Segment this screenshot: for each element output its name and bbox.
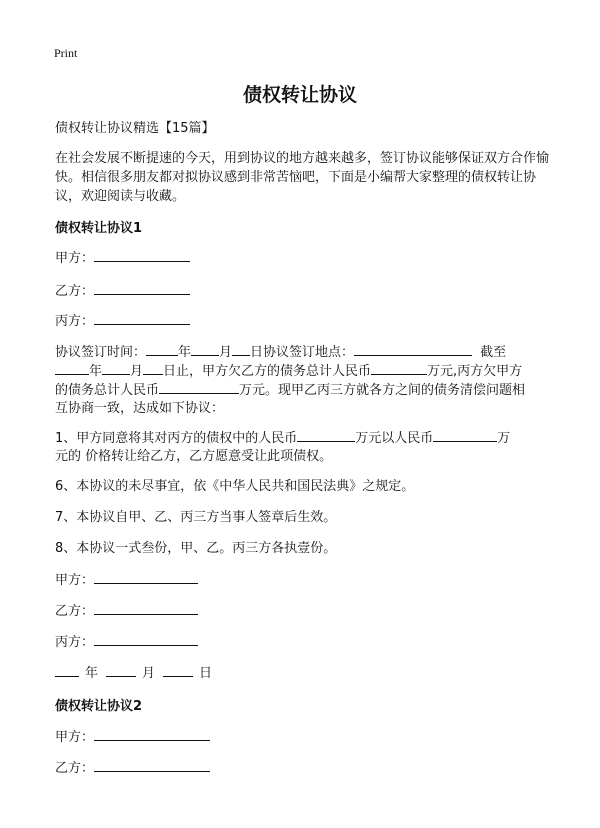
party-b-row (55, 281, 190, 301)
sig-day-label: 日 (199, 666, 213, 681)
party-a-label: 甲方： (55, 251, 95, 266)
clause1-text-c: 万 (497, 431, 511, 446)
until-day-blank (143, 361, 163, 375)
agreement-lead-line: 互协商一致，达成如下协议： (55, 401, 225, 416)
sign-time-line (55, 342, 506, 362)
until-date-line (55, 361, 522, 381)
signature-a-label: 甲方： (55, 573, 95, 588)
section2-party-a-blank (94, 727, 210, 741)
intro-paragraph: 在社会发展不断提速的今天，用到协议的地方越来越多，签订协议能够保证双方合作愉快。相信很多朋友都对拟协议感到非常苦恼吧，下面是小编帮大家整理的债权转让协议，欢迎阅读与收藏。 (55, 151, 550, 204)
party-a-blank (94, 248, 190, 262)
section2-party-a-label: 甲方： (55, 730, 95, 745)
sig-month-blank (106, 663, 136, 677)
year-label: 年 (178, 345, 192, 360)
signature-date-row (55, 663, 212, 683)
party-b-label: 乙方： (55, 284, 95, 299)
month-blank (191, 342, 219, 356)
sig-day-blank (163, 663, 193, 677)
sig-year-blank (55, 663, 79, 677)
clause1-line2: 元的 价格转让给乙方，乙方愿意受让此项债权。 (55, 449, 333, 464)
sign-place-label: 日协议签订地点： (250, 345, 355, 360)
until-label: 截至 (480, 345, 507, 360)
party-a-row (55, 248, 190, 268)
document-subtitle: 债权转让协议精选【15篇】 (55, 121, 215, 136)
clause7: 7、本协议自甲、乙、丙三方当事人签章后生效。 (55, 510, 337, 525)
debt-total-prefix: 的债务总计人民币 (55, 383, 160, 398)
party-c-label: 丙方： (55, 314, 95, 329)
signature-a-row (55, 570, 198, 590)
day-blank (232, 342, 250, 356)
section2-party-a-row (55, 727, 210, 747)
debt-c-a-text: 万元,丙方欠甲方 (427, 364, 523, 379)
section1-heading: 债权转让协议1 (55, 221, 143, 236)
signature-c-row (55, 632, 198, 652)
print-link[interactable]: Print (54, 46, 78, 60)
sign-time-label: 协议签订时间： (55, 345, 147, 360)
clause1-text-a: 1、甲方同意将其对丙方的债权中的人民币 (55, 431, 298, 446)
place-blank (354, 342, 472, 356)
section2-party-b-row (55, 758, 210, 778)
year-blank (146, 342, 178, 356)
section2-party-b-blank (94, 758, 210, 772)
until-month-blank (102, 361, 130, 375)
sig-year-label: 年 (85, 666, 99, 681)
clause6: 6、本协议的未尽事宜，依《中华人民共和国民法典》之规定。 (55, 479, 415, 494)
clause1-line1 (55, 428, 510, 448)
party-c-row (55, 311, 190, 331)
signature-a-blank (94, 570, 198, 584)
month-label: 月 (219, 345, 233, 360)
debt-total-blank (159, 380, 239, 394)
signature-b-label: 乙方： (55, 604, 95, 619)
debt-total-line (55, 380, 525, 400)
clause1-blank-a (297, 428, 355, 442)
until-year-label: 年 (89, 364, 103, 379)
document-title: 债权转让协议 (242, 84, 357, 106)
debt-total-suffix: 万元。现甲乙丙三方就各方之间的债务清偿问题相 (239, 383, 526, 398)
debt-a-b-text: 日止，甲方欠乙方的债务总计人民币 (163, 364, 372, 379)
signature-c-blank (94, 632, 198, 646)
debt-a-b-blank (371, 361, 427, 375)
section2-heading: 债权转让协议2 (55, 699, 143, 714)
signature-b-row (55, 601, 198, 621)
clause1-blank-b (433, 428, 497, 442)
sig-month-label: 月 (142, 666, 156, 681)
signature-c-label: 丙方： (55, 635, 95, 650)
section2-party-b-label: 乙方： (55, 761, 95, 776)
party-c-blank (94, 311, 190, 325)
until-month-label: 月 (130, 364, 144, 379)
until-year-blank (55, 361, 89, 375)
clause8: 8、本协议一式叁份，甲、乙。丙三方各执壹份。 (55, 541, 337, 556)
signature-b-blank (94, 601, 198, 615)
party-b-blank (94, 281, 190, 295)
clause1-text-b: 万元以人民币 (355, 431, 434, 446)
